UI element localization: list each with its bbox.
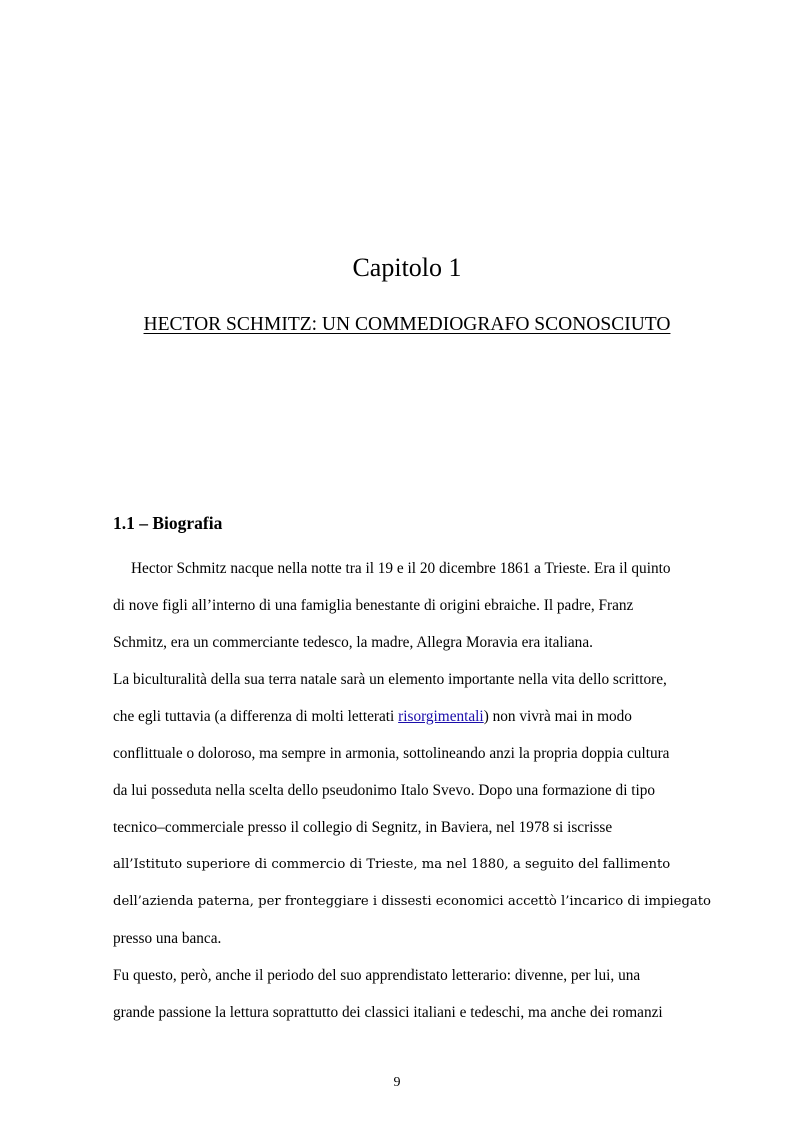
body-line: conflittuale o doloroso, ma sempre in armonia, sottolineando anzi la propria doppia cultura — [113, 745, 670, 762]
body-text-fragment: ) non vivrà mai in modo — [483, 708, 632, 725]
body-line: di nove figli all’interno di una famiglia benestante di origini ebraiche. Il padre, Franz — [113, 597, 634, 614]
body-line: Hector Schmitz nacque nella notte tra il 19 e il 20 dicembre 1861 a Trieste. Era il quinto — [131, 560, 671, 577]
body-paragraphs — [113, 550, 711, 1031]
body-line: La biculturalità della sua terra natale sarà un elemento importante nella vita dello scrittore, — [113, 671, 667, 688]
body-line: da lui posseduta nella scelta dello pseudonimo Italo Svevo. Dopo una formazione di tipo — [113, 782, 656, 799]
risorgimentali-link[interactable]: risorgimentali — [398, 708, 484, 725]
body-line: tecnico–commerciale presso il collegio di Segnitz, in Baviera, nel 1978 si iscrisse — [113, 819, 613, 836]
body-line: Fu questo, però, anche il periodo del suo apprendistato letterario: divenne, per lui, una — [113, 967, 641, 984]
body-line: presso una banca. — [113, 930, 222, 947]
section-heading: 1.1 – Biografia — [113, 513, 223, 533]
page-number: 9 — [393, 1075, 401, 1090]
body-line: dell’azienda paterna, per fronteggiare i dissesti economici accettò l’incarico di impiegato — [113, 894, 711, 909]
body-line: all’Istituto superiore di commercio di Trieste, ma nel 1880, a seguito del fallimento — [113, 857, 671, 872]
body-line: Schmitz, era un commerciante tedesco, la madre, Allegra Moravia era italiana. — [113, 634, 593, 651]
body-line: grande passione la lettura soprattutto dei classici italiani e tedeschi, ma anche dei romanzi — [113, 1004, 663, 1021]
chapter-title: Capitolo 1 — [352, 253, 462, 282]
chapter-subtitle: HECTOR SCHMITZ: UN COMMEDIOGRAFO SCONOSCIUTO — [143, 314, 671, 335]
body-line-with-link — [113, 698, 698, 735]
body-text-fragment: che egli tuttavia (a differenza di molti letterati — [113, 708, 399, 725]
